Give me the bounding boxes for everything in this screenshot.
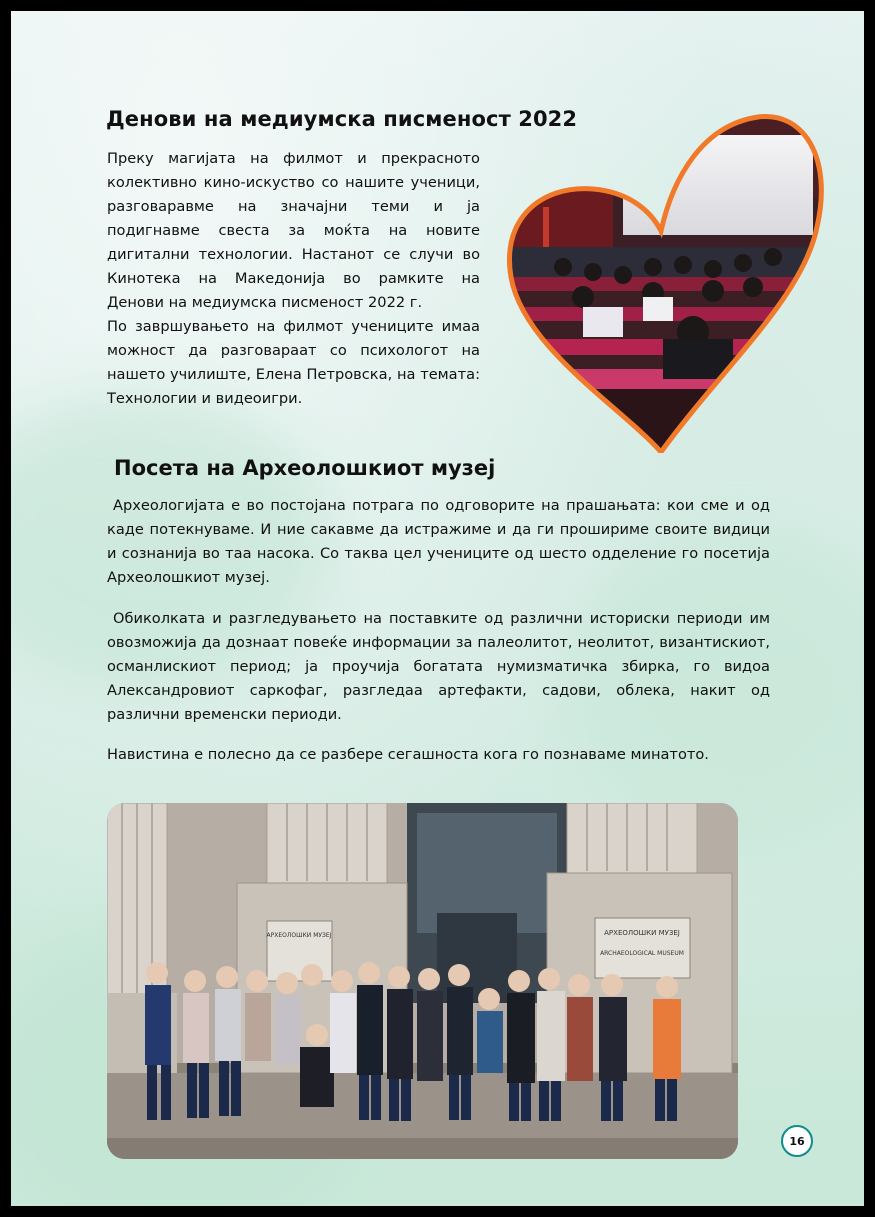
text-line: можност да разговараат со психологот на xyxy=(107,342,480,359)
section2-title: Посета на Археолошкиот музеј xyxy=(114,456,496,480)
section1-text xyxy=(107,147,480,411)
museum-group-photo xyxy=(107,803,738,1159)
text-line: Преку магијата на филмот и прекрасното xyxy=(107,150,480,167)
section1-title: Денови на медиумска писменост 2022 xyxy=(106,107,578,131)
text-line: По завршувањето на филмот учениците имаа xyxy=(107,318,480,335)
text-line: разговаравме на значајни теми и ја xyxy=(107,198,480,215)
text-line: подигнавме свеста за моќта на новите xyxy=(107,222,480,239)
page xyxy=(11,11,864,1206)
cinema-scene xyxy=(503,107,825,453)
text-line: Технологии и видеоигри. xyxy=(107,390,303,407)
museum-scene xyxy=(107,803,738,1159)
text-line: Денови на медиумска писменост 2022 г. xyxy=(107,294,423,311)
text-line: дигитални технологии. Настанот се случи во xyxy=(107,246,480,263)
section2-paragraph-1: Археологијата е во постојана потрага по одговорите на прашањата: кои сме и од каде потекнуваме. И ние сакавме да истражиме и да ги прошириме своите видици и сознанија во таа насока. Со таква цел учениците од шесто одделение го посетија Археолошкиот музеј. xyxy=(107,497,770,586)
museum-sign-right-en: ARCHAEOLOGICAL MUSEUM xyxy=(600,950,684,957)
museum-sign-left: АРХЕОЛОШКИ МУЗЕЈ xyxy=(266,932,332,939)
page-number: 16 xyxy=(781,1125,813,1157)
text-line: нашето училиште, Елена Петровска, на темата: xyxy=(107,366,480,383)
text-line: Кинотека на Македонија во рамките на xyxy=(107,270,480,287)
section2-paragraph-2: Обиколката и разгледувањето на поставките од различни историски периоди им овозможија да дознаат повеќе информации за палеолитот, неолитот, византискиот, османлискиот период; ја проучија богатата нумизматичка збирка, го видоа Александровиот саркофаг, разгледаа артефакти, садови, облека, накит од различни временски периоди. xyxy=(107,610,770,723)
text-line: колективно кино-искуство со нашите ученици, xyxy=(107,174,480,191)
museum-sign-right: АРХЕОЛОШКИ МУЗЕЈ xyxy=(604,929,680,937)
cinema-heart-photo xyxy=(503,107,825,453)
section2-paragraph-3: Навистина е полесно да се разбере сегашноста кога го познаваме минатото. xyxy=(107,746,709,763)
